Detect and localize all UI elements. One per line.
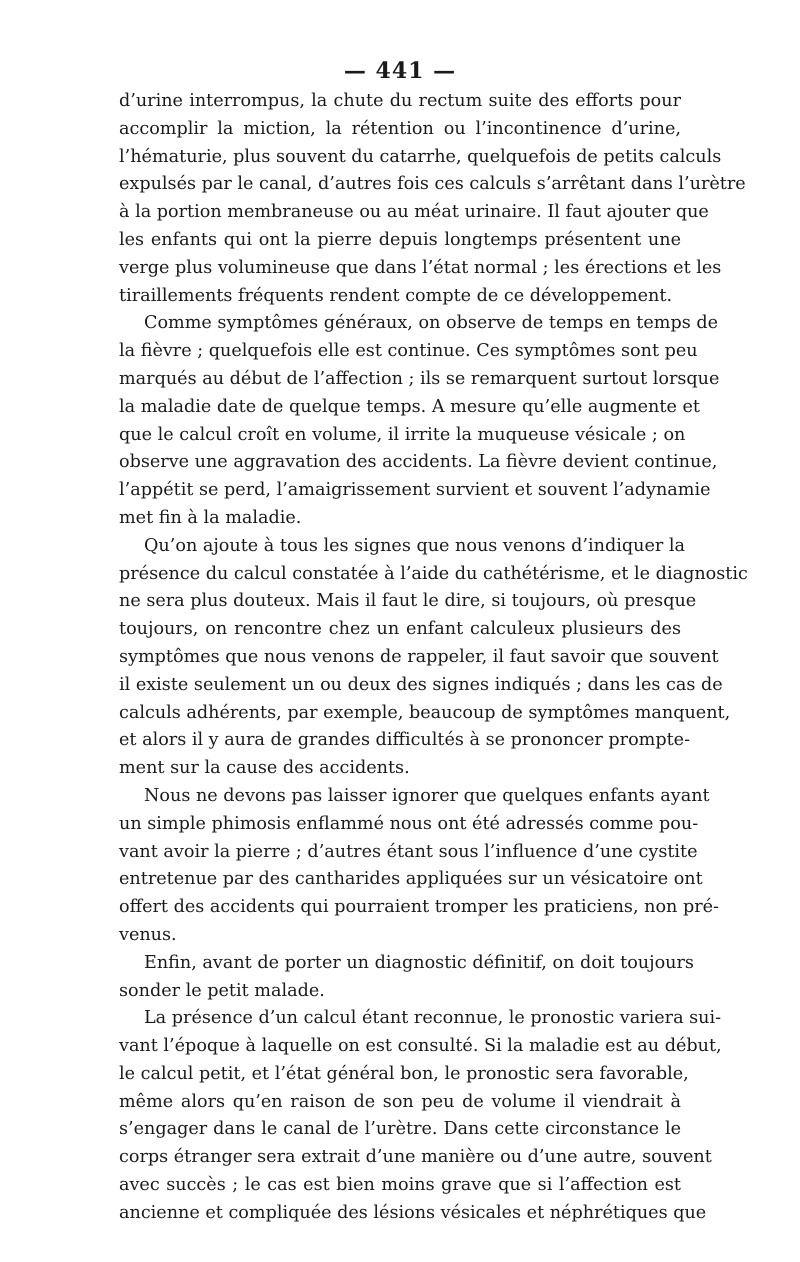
paragraph-diagnosis	[119, 533, 748, 783]
text-line: offert des accidents qui pourraient tromper les praticiens, non pré-	[119, 897, 720, 918]
text-line: vant l’époque à laquelle on est consulté. Si la maladie est au début,	[119, 1036, 722, 1057]
text-line: la maladie date de quelque temps. A mesure qu’elle augmente et	[119, 396, 700, 417]
page-number: — 441 —	[343, 58, 457, 84]
paragraph-urinary-symptoms	[119, 88, 746, 310]
body-text	[119, 88, 748, 1228]
text-line: le calcul petit, et l’état général bon, le pronostic sera favorable,	[119, 1063, 689, 1084]
text-line: d’urine interrompus, la chute du rectum suite des efforts pour	[119, 91, 681, 111]
text-line: met fin à la maladie.	[119, 507, 302, 528]
text-line: et alors il y aura de grandes difficultés à se prononcer prompte-	[119, 730, 691, 751]
text-line: marqués au début de l’affection ; ils se remarquent surtout lorsque	[119, 368, 720, 389]
text-line: Qu’on ajoute à tous les signes que nous venons d’indiquer la	[144, 535, 685, 556]
text-line: venus.	[119, 924, 177, 945]
text-line: toujours, on rencontre chez un enfant calculeux plusieurs des	[119, 619, 681, 640]
text-line: présence du calcul constatée à l’aide du cathétérisme, et le diagnostic	[119, 563, 748, 584]
text-line: entretenue par des cantharides appliquées sur un vésicatoire ont	[119, 869, 703, 890]
text-line: ne sera plus douteux. Mais il faut le dire, si toujours, où presque	[119, 591, 697, 612]
text-line: ancienne et compliquée des lésions vésicales et néphrétiques que	[119, 1202, 707, 1223]
text-line: Comme symptômes généraux, on observe de temps en temps de	[144, 313, 719, 334]
text-line: ment sur la cause des accidents.	[119, 758, 410, 779]
text-line: l’appétit se perd, l’amaigrissement survient et souvent l’adynamie	[119, 480, 711, 501]
text-line: un simple phimosis enflammé nous ont été adressés comme pou-	[119, 813, 699, 834]
text-line: avec succès ; le cas est bien moins grave que si l’affection est	[119, 1175, 681, 1196]
text-line: sonder le petit malade.	[119, 980, 325, 1001]
text-line: même alors qu’en raison de son peu de volume il viendrait à	[119, 1091, 681, 1112]
text-line: observe une aggravation des accidents. La fièvre devient continue,	[119, 452, 718, 473]
text-line: vant avoir la pierre ; d’autres étant sous l’influence d’une cystite	[119, 841, 698, 862]
text-line: accomplir la miction, la rétention ou l’incontinence d’urine,	[119, 118, 681, 139]
text-line: Nous ne devons pas laisser ignorer que quelques enfants ayant	[144, 785, 710, 806]
text-line: la fièvre ; quelquefois elle est continue. Ces symptômes sont peu	[119, 341, 698, 362]
text-line: que le calcul croît en volume, il irrite la muqueuse vésicale ; on	[119, 424, 686, 445]
text-line: l’hématurie, plus souvent du catarrhe, quelquefois de petits calculs	[119, 146, 722, 167]
text-line: Enfin, avant de porter un diagnostic définitif, on doit toujours	[144, 952, 694, 973]
text-line: les enfants qui ont la pierre depuis longtemps présentent une	[119, 229, 681, 250]
text-line: s’engager dans le canal de l’urètre. Dans cette circonstance le	[119, 1119, 681, 1140]
paragraph-prognosis	[119, 1005, 722, 1227]
text-line: il existe seulement un ou deux des signes indiqués ; dans les cas de	[119, 674, 723, 695]
paragraph-general-symptoms	[119, 310, 720, 532]
text-line: La présence d’un calcul étant reconnue, le pronostic variera sui-	[144, 1008, 722, 1029]
text-line: tiraillements fréquents rendent compte de ce développement.	[119, 285, 673, 306]
text-line: à la portion membraneuse ou au méat urinaire. Il faut ajouter que	[119, 202, 709, 223]
paragraph-misdiagnosis	[119, 783, 720, 950]
text-line: verge plus volumineuse que dans l’état normal ; les érections et les	[119, 257, 722, 278]
paragraph-sounding	[119, 950, 694, 1006]
text-line: calculs adhérents, par exemple, beaucoup de symptômes manquent,	[119, 702, 731, 723]
text-line: corps étranger sera extrait d’une manière ou d’une autre, souvent	[119, 1147, 712, 1168]
text-line: expulsés par le canal, d’autres fois ces calculs s’arrêtant dans l’urètre	[119, 174, 746, 195]
text-line: symptômes que nous venons de rappeler, il faut savoir que souvent	[119, 646, 719, 667]
